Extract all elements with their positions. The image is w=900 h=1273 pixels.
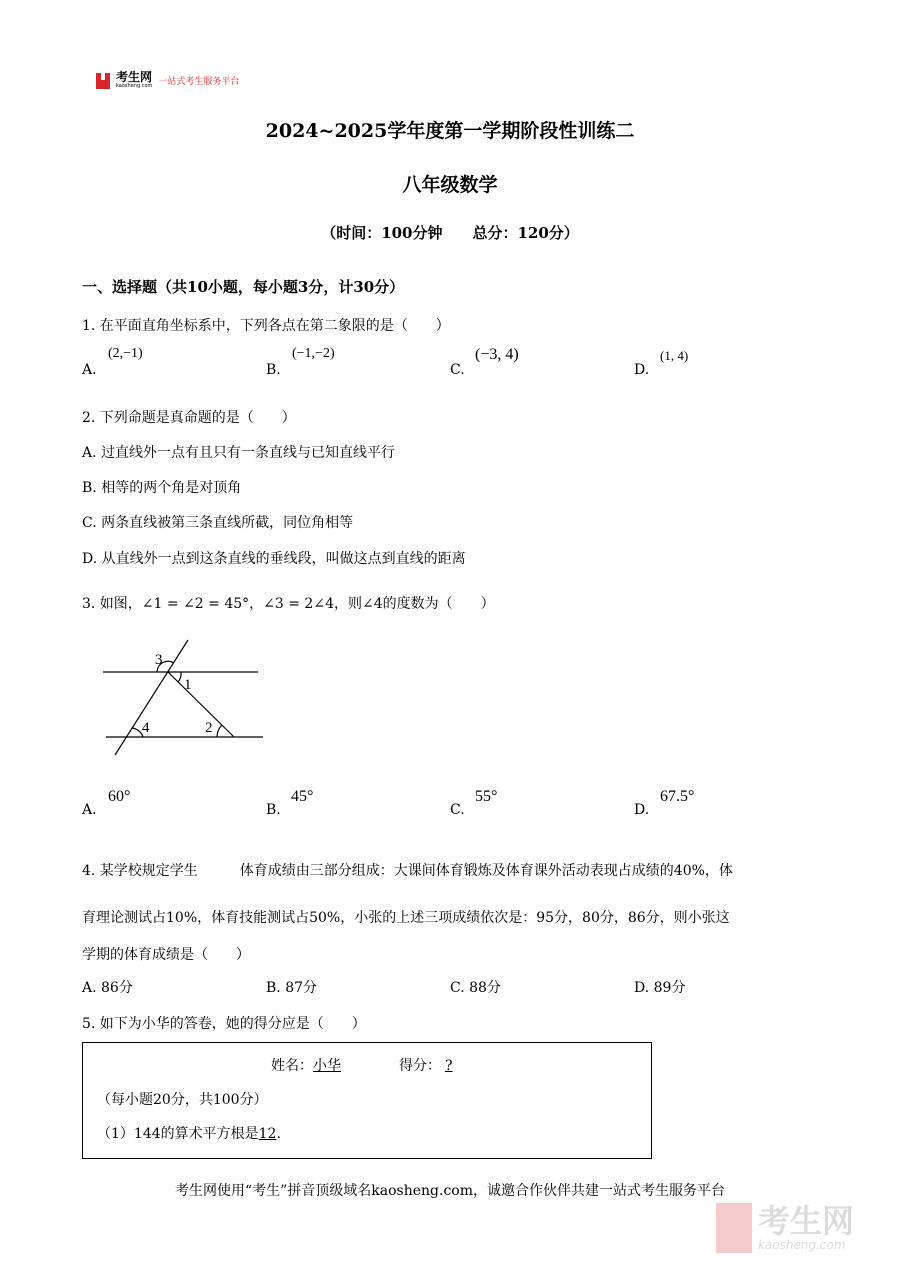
angle-label-4: 4 (142, 720, 150, 736)
q3-option-value: 67.5° (660, 788, 695, 805)
angle-label-2: 2 (205, 720, 213, 736)
item-answer: 12 (258, 1126, 277, 1142)
score-field (399, 1055, 457, 1075)
transversal-line (115, 640, 188, 755)
q2-option: A. 过直线外一点有且只有一条直线与已知直线平行 (82, 445, 396, 461)
q2-option: C. 两条直线被第三条直线所截，同位角相等 (82, 515, 354, 531)
q3-stem: 3. 如图，∠1 = ∠2 = 45°，∠3 = 2∠4，则∠4的度数为（ ） (82, 596, 495, 612)
q4-option: A. 86分 (82, 980, 133, 996)
q3-option-label: C. (450, 802, 465, 818)
watermark-logo (716, 1203, 854, 1253)
watermark-mark-icon (716, 1203, 752, 1253)
logo-name: 考生网 (116, 70, 153, 84)
q3-option-value: 60° (108, 788, 131, 805)
q1-option-label: A. (82, 362, 97, 378)
q2-option: D. 从直线外一点到这条直线的垂线段，叫做这点到直线的距离 (82, 551, 466, 567)
score-note: （每小题20分，共100分） (97, 1092, 268, 1108)
q4-option: C. 88分 (450, 980, 501, 996)
logo-domain: kaosheng.com (116, 83, 153, 89)
q3-option-label: D. (634, 802, 650, 818)
q3-option-value: 45° (291, 788, 314, 805)
q2-option: B. 相等的两个角是对顶角 (82, 480, 242, 496)
answer-sheet-box (82, 1042, 652, 1159)
score-value: ? (445, 1058, 453, 1074)
q1-option-value: (2,−1) (108, 346, 143, 361)
q1-option-label: C. (450, 362, 465, 378)
item-suffix: . (276, 1126, 281, 1142)
name-label: 姓名： (271, 1058, 313, 1074)
name-field (271, 1055, 341, 1075)
q3-option-value: 55° (475, 788, 498, 805)
angle-1-arc (178, 672, 181, 682)
q4-option: B. 87分 (266, 980, 318, 996)
angle-label-3: 3 (155, 652, 163, 668)
angle-label-1: 1 (184, 677, 192, 693)
q3-option-label: B. (266, 802, 281, 818)
q1-option-label: B. (266, 362, 281, 378)
q1-option-value: (−1,−2) (292, 346, 335, 361)
q1-option-value: (1, 4) (660, 348, 689, 363)
exam-title: 2024~2025学年度第一学期阶段性训练二 (265, 120, 635, 142)
item-text: （1）144的算术平方根是 (97, 1126, 259, 1142)
q2-stem: 2. 下列命题是真命题的是（ ） (82, 410, 296, 426)
exam-info: （时间：100分钟 总分：120分） (321, 224, 579, 242)
q4-line: 学期的体育成绩是（ ） (82, 947, 250, 963)
q3-option-label: A. (82, 802, 97, 818)
watermark-name: 考生网 (758, 1202, 855, 1240)
section-heading: 一、选择题（共10小题，每小题3分，计30分） (82, 278, 405, 296)
footer-text: 考生网使用“考生”拼音顶级域名kaosheng.com，诚邀合作伙伴共建一站式考生服务平台 (174, 1183, 726, 1199)
q1-stem: 1. 在平面直角坐标系中，下列各点在第二象限的是（ ） (82, 318, 450, 334)
logo-slogan: 一站式考生服务平台 (158, 77, 240, 87)
score-label: 得分： (399, 1058, 441, 1074)
q4-line: 4. 某学校规定学生 体育成绩由三部分组成：大课间体育锻炼及体育课外活动表现占成绩的40%，体 (82, 863, 733, 879)
watermark-domain: kaosheng.com (758, 1238, 846, 1252)
q5-stem: 5. 如下为小华的答卷，她的得分应是（ ） (82, 1016, 366, 1032)
q4-option: D. 89分 (634, 980, 686, 996)
q1-option-label: D. (634, 362, 650, 378)
q1-option-value: (−3, 4) (475, 346, 519, 363)
exam-subtitle: 八年级数学 (402, 174, 498, 196)
q4-line: 育理论测试占10%，体育技能测试占50%，小张的上述三项成绩依次是：95分，80分，86分，则小张这 (82, 910, 730, 926)
answer-item-1 (97, 1123, 281, 1143)
angle-2-arc (217, 725, 222, 737)
student-name: 小华 (313, 1058, 341, 1074)
